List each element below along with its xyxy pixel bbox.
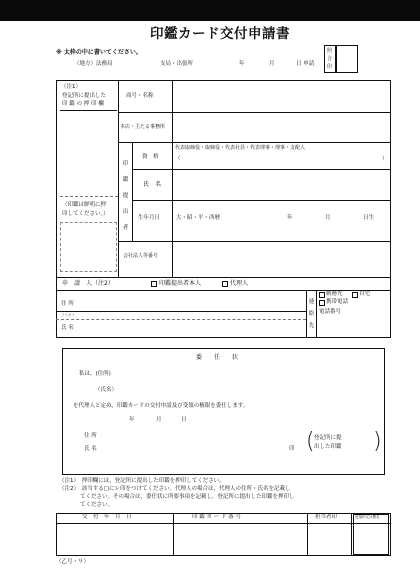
- birth-eras[interactable]: 大・昭・平・西暦: [176, 215, 221, 221]
- form-title: 印鑑カード交付申請書: [150, 26, 290, 42]
- trade-name-field[interactable]: [173, 82, 389, 111]
- form-code: （乙号・９）: [56, 559, 90, 565]
- mobile-checkbox[interactable]: [319, 300, 325, 306]
- vertical-char: 鑑: [122, 177, 129, 183]
- birth-date-label: 生年月日: [138, 215, 161, 221]
- applicant-address-field[interactable]: [80, 292, 304, 310]
- birth-day-label: 日生: [363, 215, 375, 221]
- qualification-label: 資 格: [142, 154, 159, 160]
- verify-char: 照: [326, 48, 332, 54]
- officer-seal-header: 担当者印: [315, 514, 338, 520]
- corp-number-label: 会社法人等番号: [123, 253, 159, 259]
- furigana-label: フリガナ: [61, 313, 75, 317]
- vertical-char: 提: [122, 193, 129, 199]
- qualification-paren-open: （: [175, 156, 181, 162]
- home-checkbox[interactable]: [352, 292, 358, 298]
- submit-month-label: 月: [269, 61, 275, 67]
- seal-area-caption: 登記所に提出した: [62, 93, 107, 99]
- applicant-agent-checkbox[interactable]: [222, 281, 228, 287]
- verify-char: 合: [326, 56, 332, 62]
- seal-area-caption-2: 印 鑑 の 押 印 欄: [62, 101, 104, 107]
- seal-area-note-2: 印してください。）: [62, 211, 109, 217]
- card-number-header: 印 鑑 カ ー ド 番 号: [192, 514, 241, 520]
- applicant-name-field[interactable]: [80, 320, 304, 336]
- note1-label: （注1）: [61, 84, 81, 90]
- bottom-col-sep-3: [351, 513, 352, 556]
- seal-submitter-vertical-label: [122, 156, 129, 236]
- receipt-header-line: [353, 523, 389, 524]
- delegation-name-prefix: （氏名）: [95, 387, 118, 393]
- row-line-5: [118, 241, 391, 242]
- vertical-char: 出: [122, 209, 129, 215]
- receipt-header: 受領印又は署名: [355, 515, 380, 519]
- contact-col-sep-2: [316, 290, 317, 338]
- corp-number-field[interactable]: [173, 243, 389, 275]
- submitter-name-label: 氏 名: [143, 181, 162, 188]
- main-office-field[interactable]: [173, 114, 389, 141]
- work-place-checkbox[interactable]: [319, 292, 325, 298]
- mobile-label: 携帯電話: [326, 299, 349, 305]
- main-office-label: 本店・主たる事務所: [120, 124, 166, 130]
- delegation-box: [62, 348, 385, 475]
- submit-day-label: 日 申請: [296, 61, 315, 67]
- row-line-8: [56, 311, 306, 312]
- bottom-table-header-line: [56, 523, 391, 524]
- seal-area-note: （印鑑は鮮明に押: [62, 202, 107, 208]
- submit-year-label: 年: [239, 61, 245, 67]
- applicant-self-checkbox[interactable]: [151, 281, 157, 287]
- col-sep-vertical-label: [132, 142, 133, 241]
- home-label: 自宅: [359, 291, 371, 297]
- seal-note-bracket-right: ): [373, 429, 382, 454]
- contact-char: 連: [308, 299, 315, 305]
- vertical-char: 印: [122, 161, 129, 167]
- row-line-2: [118, 142, 391, 143]
- seal-note-bracket-left: (: [306, 429, 315, 454]
- col-sep-left: [118, 80, 119, 277]
- delegation-heading: 委 任 状: [196, 354, 239, 361]
- issue-date-header: 交 付 年 月 日: [82, 514, 132, 520]
- note-2: （注2） 該当する□にレ印をつけてください。代理人の場合は，代理人の住所・氏名を記載し: [59, 486, 291, 492]
- work-place-label: 勤務先: [326, 291, 343, 297]
- applicant-address-label: 住 所: [61, 301, 74, 307]
- row-line-3: [132, 169, 391, 170]
- delegation-body: を代理人と定め，印鑑カードの交付申請及び受領の権限を委任します。: [73, 403, 249, 409]
- delegation-month: 月: [156, 417, 162, 423]
- applicant-agent-label: 代理人: [230, 280, 249, 287]
- bottom-col-sep-1: [173, 513, 174, 556]
- instruction-text: ※ 太枠の中に書いてください。: [56, 49, 142, 56]
- row-line-1: [118, 112, 391, 113]
- verify-seal-stamp-box[interactable]: [336, 45, 358, 73]
- applicant-self-label: 印鑑提出者本人: [159, 280, 202, 287]
- phone-number-label: 電話番号: [319, 309, 342, 315]
- contact-char: 先: [308, 323, 315, 329]
- applicant-name-label: 氏 名: [61, 325, 74, 331]
- verify-seal-label: [326, 47, 333, 71]
- branch-label: 支局・出張所: [160, 61, 194, 67]
- seal-imprint-area[interactable]: [60, 222, 117, 272]
- birth-year-label: 年: [287, 215, 293, 221]
- note-2-cont: てください。その場合は，委任状に所要事項を記載し，登記所に提出した印鑑を押印し: [80, 494, 295, 500]
- delegation-day: 日: [181, 417, 187, 423]
- submitter-name-field[interactable]: [173, 171, 389, 199]
- row-line-4: [132, 200, 391, 201]
- verify-char: 印: [326, 64, 332, 70]
- contact-vertical-label: [308, 296, 315, 332]
- application-form: [56, 22, 391, 570]
- delegation-address-label: 住 所: [84, 433, 97, 439]
- qualification-paren-close: ）: [382, 156, 388, 162]
- seal-caption-underline: [60, 110, 117, 111]
- top-black-bar: [0, 0, 420, 21]
- delegation-name-label: 氏 名: [84, 446, 97, 452]
- office-label: （地方）法務局: [74, 61, 113, 67]
- note-2-end: てください。: [80, 502, 114, 508]
- note-1: （注1） 押印欄には，登記所に提出した印鑑を押印してください。: [59, 478, 225, 484]
- birth-month-label: 月: [325, 215, 331, 221]
- delegation-seal-note: 登記所に提: [314, 435, 342, 441]
- row-line-6: [56, 277, 391, 278]
- delegation-seal-note-2: 出した印鑑: [314, 444, 342, 450]
- qualification-options[interactable]: 代表取締役・取締役・代表社員・代表理事・理事・支配人: [175, 145, 306, 151]
- phone-number-field[interactable]: [318, 318, 389, 336]
- delegation-seal-mark[interactable]: 印: [289, 446, 295, 452]
- vertical-char: 者: [122, 225, 129, 231]
- trade-name-label: 商号・名称: [126, 93, 154, 99]
- contact-col-sep-1: [306, 290, 307, 338]
- seal-area-divider: [60, 196, 118, 197]
- bottom-col-sep-2: [307, 513, 308, 556]
- receipt-box[interactable]: [353, 514, 389, 555]
- delegation-address-prefix: 私は，(住所): [79, 371, 111, 377]
- contact-char: 絡: [308, 311, 315, 317]
- delegation-year: 年: [129, 417, 135, 423]
- applicant-heading: 申 請 人（注2）: [62, 280, 114, 287]
